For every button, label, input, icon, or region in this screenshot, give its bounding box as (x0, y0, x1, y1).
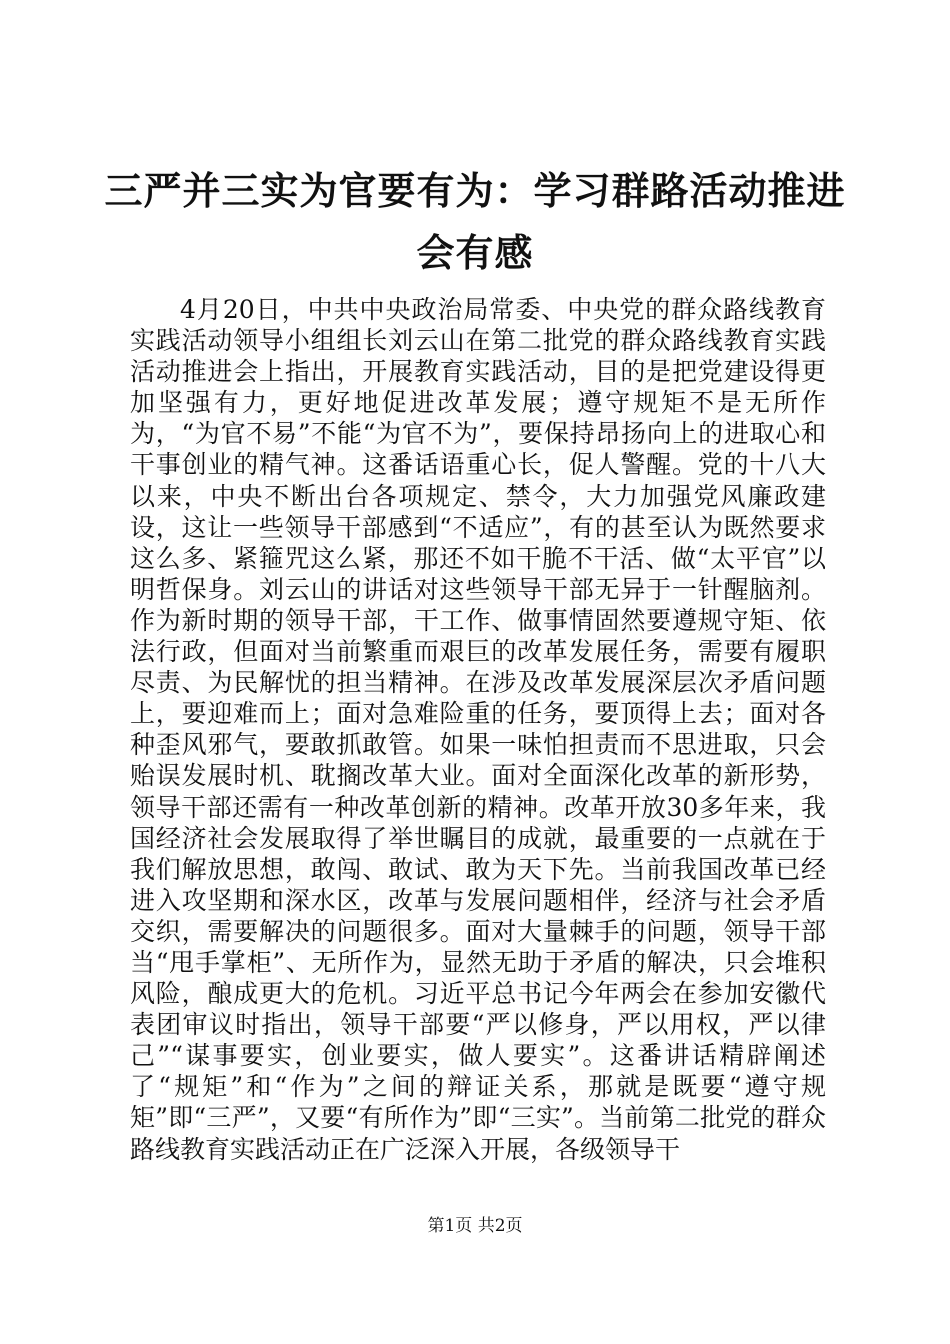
body-paragraph: 4月20日，中共中央政治局常委、中央党的群众路线教育实践活动领导小组组长刘云山在第二批党的群众路线教育实践活动推进会上指出，开展教育实践活动，目的是把党建设得更加坚强有力，更好地促进改革发展；遵守规矩不是无所作为，“为官不易”不能“为官不为”，要保持昂扬向上的进取心和干事创业的精气神。这番话语重心长，促人警醒。党的十八大以来，中央不断出台各项规定、禁令，大力加强党风廉政建设，这让一些领导干部感到“不适应”，有的甚至认为既然要求这么多、紧箍咒这么紧，那还不如干脆不干活、做“太平官”以明哲保身。刘云山的讲话对这些领导干部无异于一针醒脑剂。作为新时期的领导干部，干工作、做事情固然要遵规守矩、依法行政，但面对当前繁重而艰巨的改革发展任务，需要有履职尽责、为民解忧的担当精神。在涉及改革发展深层次矛盾问题上，要迎难而上；面对急难险重的任务，要顶得上去；面对各种歪风邪气，要敢抓敢管。如果一味怕担责而不思进取，只会贻误发展时机、耽搁改革大业。面对全面深化改革的新形势，领导干部还需有一种改革创新的精神。改革开放30多年来，我国经济社会发展取得了举世瞩目的成就，最重要的一点就在于我们解放思想，敢闯、敢试、敢为天下先。当前我国改革已经进入攻坚期和深水区，改革与发展问题相伴，经济与社会矛盾交织，需要解决的问题很多。面对大量棘手的问题，领导干部当“甩手掌柜”、无所作为，显然无助于矛盾的解决，只会堆积风险，酿成更大的危机。习近平总书记今年两会在参加安徽代表团审议时指出，领导干部要“严以修身，严以用权，严以律己”“谋事要实，创业要实，做人要实”。这番讲话精辟阐述了“规矩”和“作为”之间的辩证关系，那就是既要“遵守规矩”即“三严”，又要“有所作为”即“三实”。当前第二批党的群众路线教育实践活动正在广泛深入开展，各级领导干 (130, 295, 826, 1164)
document-title: 三严并三实为官要有为：学习群路活动推进会有感 (104, 169, 846, 275)
page-footer: 第1页 共2页 (427, 1216, 523, 1236)
